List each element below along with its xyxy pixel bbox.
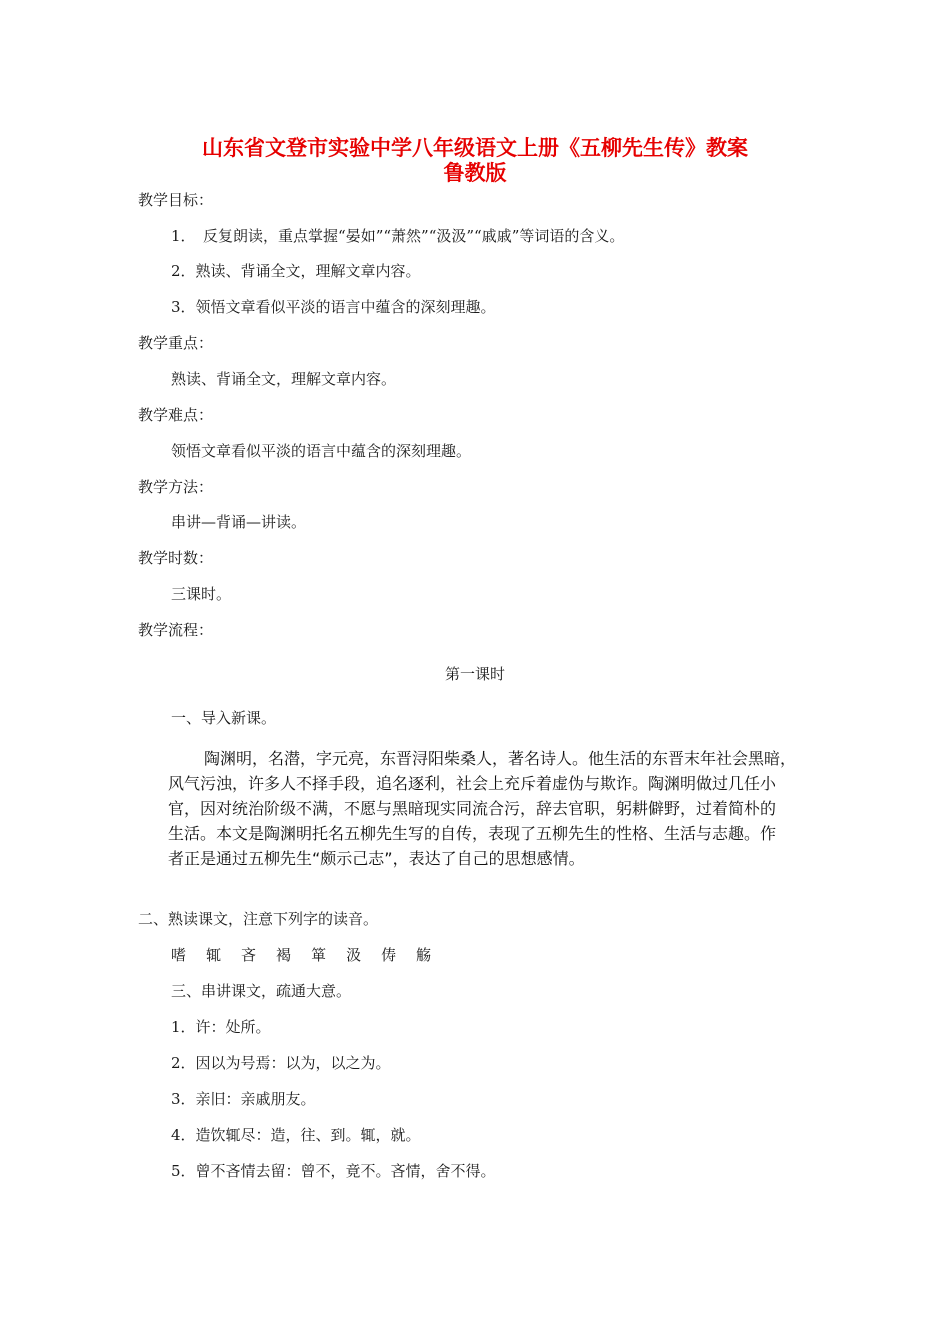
focus-text: 熟读、背诵全文，理解文章内容。: [171, 370, 397, 388]
character: 觞: [416, 946, 432, 964]
glossary-item: 5．曾不吝情去留：曾不，竟不。吝情，舍不得。: [171, 1162, 496, 1180]
objective-item: 3．领悟文章看似平淡的语言中蕴含的深刻理趣。: [171, 298, 496, 316]
method-heading: 教学方法：: [138, 478, 214, 496]
character: 俦: [381, 946, 397, 964]
document-subtitle: 鲁教版: [443, 161, 507, 185]
intro-paragraph: [168, 746, 808, 871]
glossary-item: 1．许：处所。: [171, 1018, 271, 1036]
lesson-title: 第一课时: [444, 665, 505, 683]
intro-line: 风气污浊，许多人不择手段，追名逐利，社会上充斥着虚伪与欺诈。陶渊明做过几任小: [168, 774, 777, 793]
intro-line: 生活。本文是陶渊明托名五柳先生写的自传，表现了五柳先生的性格、生活与志趣。作: [168, 824, 777, 843]
character: 嗜: [171, 946, 187, 964]
objective-item: 1． 反复朗读，重点掌握“晏如”“萧然”“汲汲”“戚戚”等词语的含义。: [171, 227, 625, 245]
glossary-item: 2．因以为号焉：以为，以之为。: [171, 1054, 391, 1072]
hours-heading: 教学时数：: [138, 549, 214, 567]
process-heading: 教学流程：: [138, 621, 214, 639]
hours-text: 三课时。: [171, 585, 232, 603]
character: 箪: [311, 946, 327, 964]
difficulty-text: 领悟文章看似平淡的语言中蕴含的深刻理趣。: [171, 442, 472, 460]
document-title: 山东省文登市实验中学八年级语文上册《五柳先生传》教案: [202, 136, 748, 160]
glossary-item: 3．亲旧：亲戚朋友。: [171, 1090, 316, 1108]
objective-item: 2．熟读、背诵全文，理解文章内容。: [171, 262, 421, 280]
glossary-item: 4．造饮辄尽：造，往、到。辄，就。: [171, 1126, 421, 1144]
intro-line: 陶渊明，名潜，字元亮，东晋浔阳柴桑人，著名诗人。他生活的东晋末年社会黑暗，: [204, 749, 797, 768]
character: 辄: [206, 946, 222, 964]
character: 汲: [346, 946, 362, 964]
intro-line: 者正是通过五柳先生“颇示己志”，表达了自己的思想感情。: [168, 849, 585, 868]
objectives-heading: 教学目标：: [138, 191, 214, 209]
focus-heading: 教学重点：: [138, 334, 214, 352]
section-heading: 二、熟读课文，注意下列字的读音。: [138, 910, 379, 928]
character: 吝: [241, 946, 257, 964]
section-heading: 三、串讲课文，疏通大意。: [171, 982, 352, 1000]
intro-line: 官，因对统治阶级不满，不愿与黑暗现实同流合污，辞去官职，躬耕僻野，过着简朴的: [168, 799, 777, 818]
method-text: 串讲—背诵—讲读。: [171, 513, 307, 531]
difficulty-heading: 教学难点：: [138, 406, 214, 424]
pronunciation-characters: [171, 945, 451, 965]
character: 褐: [276, 946, 292, 964]
section-heading: 一、导入新课。: [171, 709, 277, 727]
